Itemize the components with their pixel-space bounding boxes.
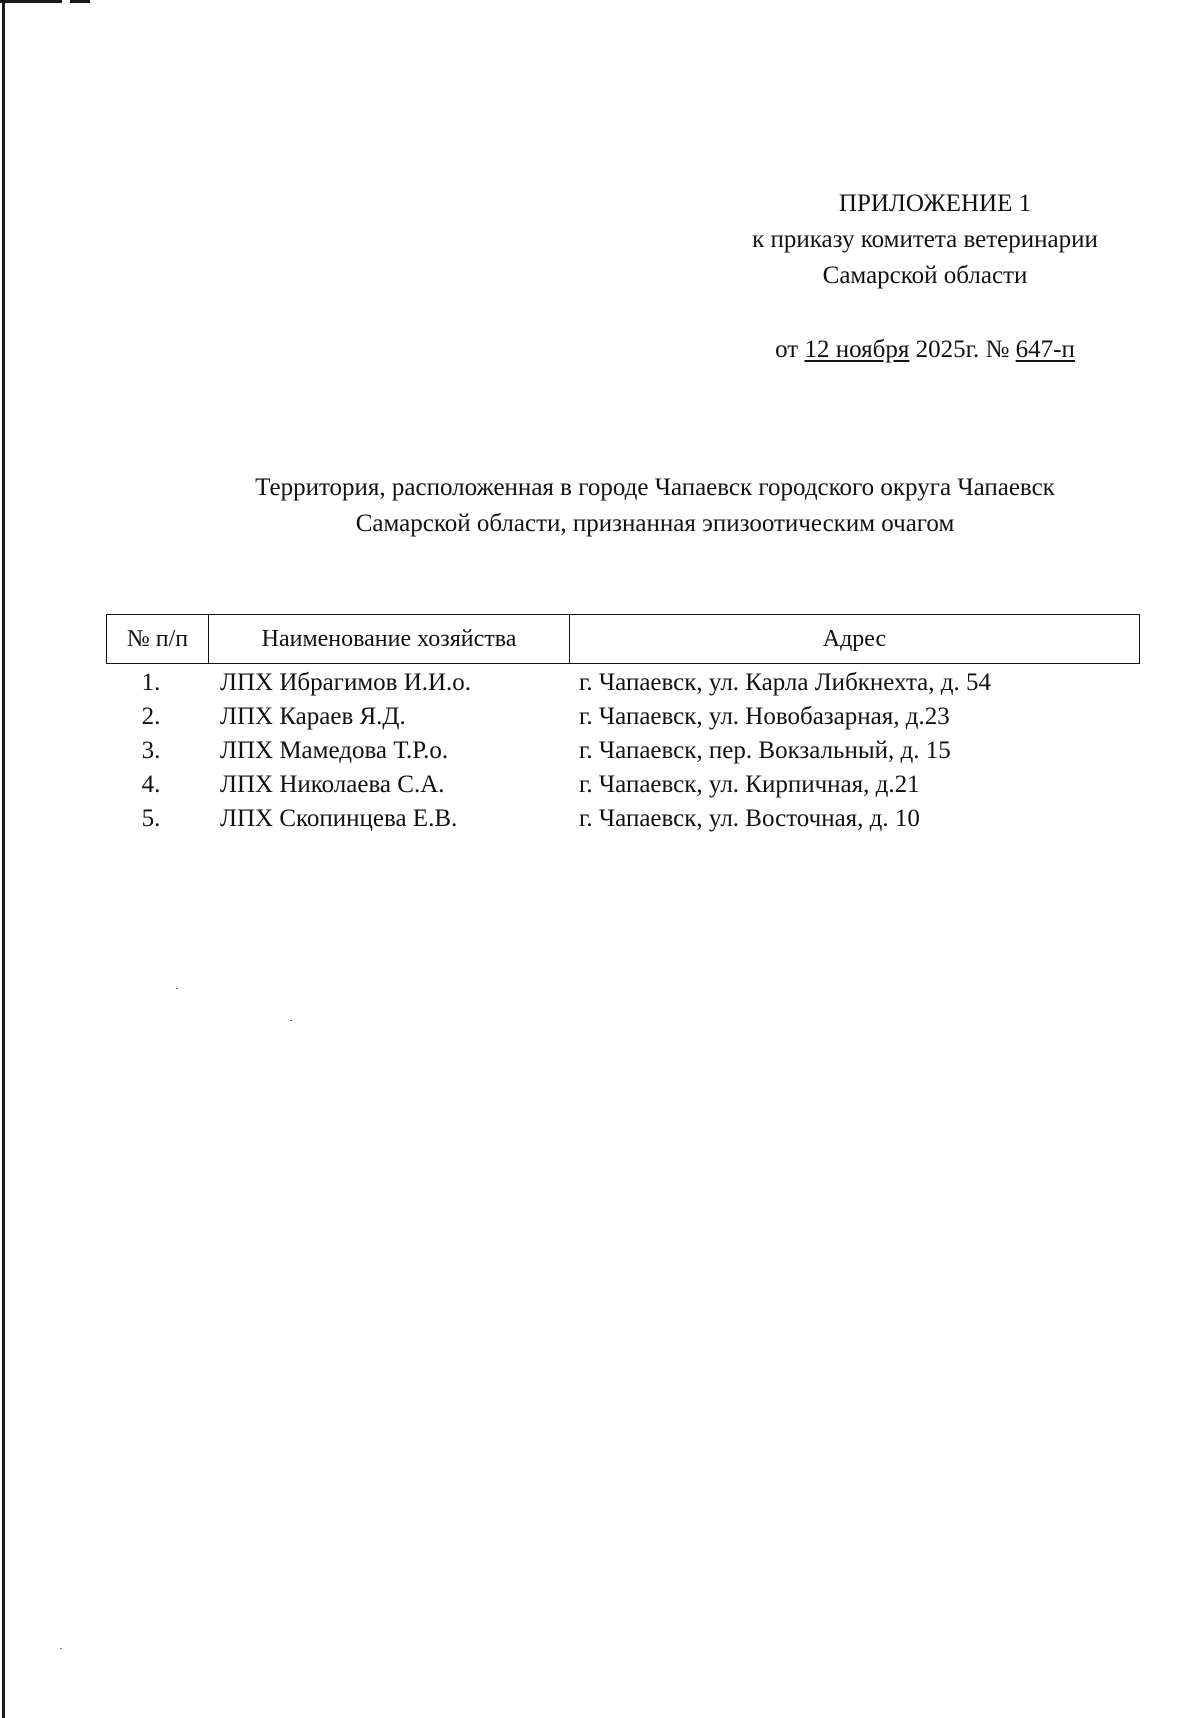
- table-row: [106, 734, 1140, 768]
- appendix-title: ПРИЛОЖЕНИЕ 1: [838, 190, 1032, 217]
- row-number: 2.: [141, 703, 161, 730]
- scan-edge-line: [2, 0, 5, 1718]
- row-farm-name: ЛПХ Мамедова Т.Р.о.: [220, 737, 449, 764]
- row-number: 3.: [141, 737, 161, 764]
- appendix-header: [700, 186, 1150, 294]
- heading-line-2: Самарской области, признанная эпизоотическим очагом: [355, 510, 955, 537]
- row-farm-name: ЛПХ Караев Я.Д.: [220, 703, 406, 730]
- row-address: г. Чапаевск, ул. Новобазарная, д.23: [579, 703, 950, 730]
- order-year: 2025г.: [915, 336, 980, 363]
- table-header: [106, 614, 1140, 664]
- header-number: № п/п: [107, 615, 209, 663]
- row-farm-name: ЛПХ Скопинцева Е.В.: [220, 805, 458, 832]
- row-farm-name: ЛПХ Николаева С.А.: [220, 771, 445, 798]
- scan-speck: [60, 1648, 62, 1649]
- table-row: [106, 666, 1140, 700]
- row-number: 4.: [141, 771, 161, 798]
- appendix-region: Самарской области: [822, 262, 1028, 289]
- row-address: г. Чапаевск, ул. Восточная, д. 10: [579, 805, 920, 832]
- row-farm-name: ЛПХ Ибрагимов И.И.о.: [220, 669, 472, 696]
- row-address: г. Чапаевск, ул. Кирпичная, д.21: [579, 771, 920, 798]
- table-row: [106, 802, 1140, 836]
- header-address: Адрес: [822, 625, 887, 652]
- scan-top-mark: [0, 0, 62, 3]
- row-address: г. Чапаевск, ул. Карла Либкнехта, д. 54: [579, 669, 991, 696]
- heading-line-1: Территория, расположенная в городе Чапаевск городского округа Чапаевск: [255, 474, 1055, 501]
- scan-speck: [176, 988, 178, 989]
- order-number: 647-п: [1015, 336, 1075, 363]
- header-farm-name: Наименование хозяйства: [209, 615, 570, 663]
- scan-speck: [290, 1020, 292, 1021]
- order-date: 12 ноября: [804, 336, 910, 363]
- row-number: 1.: [141, 669, 161, 696]
- row-number: 5.: [141, 805, 161, 832]
- row-address: г. Чапаевск, пер. Вокзальный, д. 15: [579, 737, 951, 764]
- table-body: [106, 666, 1140, 836]
- appendix-order-reference: к приказу комитета ветеринарии: [752, 226, 1098, 253]
- order-number-sign: №: [985, 336, 1010, 363]
- scan-top-mark: [70, 0, 90, 3]
- order-prefix: от: [775, 336, 799, 363]
- order-date-line: [700, 332, 1150, 368]
- table-row: [106, 768, 1140, 802]
- document-heading: [150, 470, 1160, 542]
- table-row: [106, 700, 1140, 734]
